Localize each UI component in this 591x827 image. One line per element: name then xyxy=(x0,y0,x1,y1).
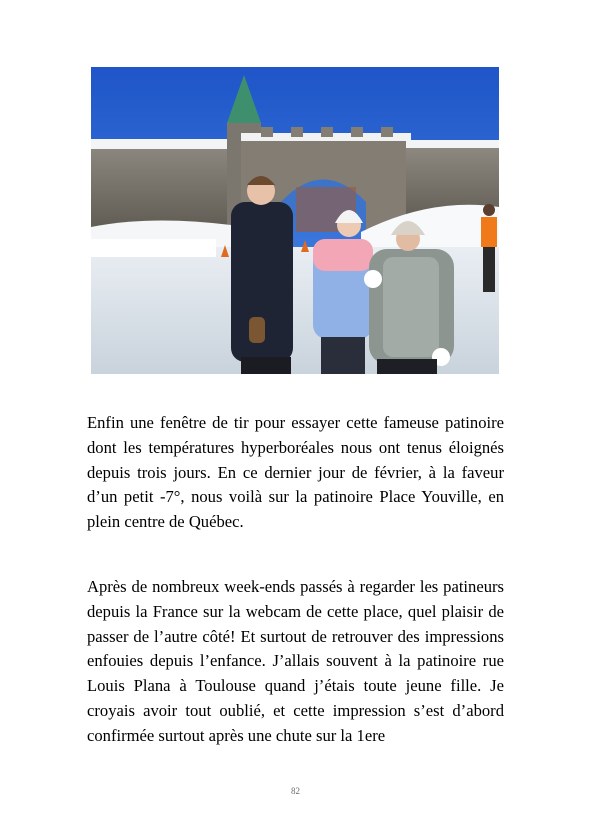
paragraph-2: Après de nombreux week-ends passés à regarder les patineurs depuis la France sur la webcam de cette place, quel plaisir de passer de l’autre côté! Et surtout de retrouver des impressions enfouies depuis l’enfance. J’allais souvent à la patinoire rue Louis Plana à Toulouse quand j’étais toute jeune fille. Je croyais avoir tout oublié, et cette impression s’est d’abord confirmée surtout après une chute sur la 1ere xyxy=(87,577,504,745)
skating-rink-photo xyxy=(91,67,499,374)
paragraph-1: Enfin une fenêtre de tir pour essayer cette fameuse patinoire dont les températures hyperboréales nous ont tenus éloignés depuis trois jours. En ce dernier jour de février, à la faveur d’un petit -7°, nous voilà sur la patinoire Place Youville, en plein centre de Québec. xyxy=(87,413,504,532)
page-number: 82 xyxy=(291,786,300,796)
